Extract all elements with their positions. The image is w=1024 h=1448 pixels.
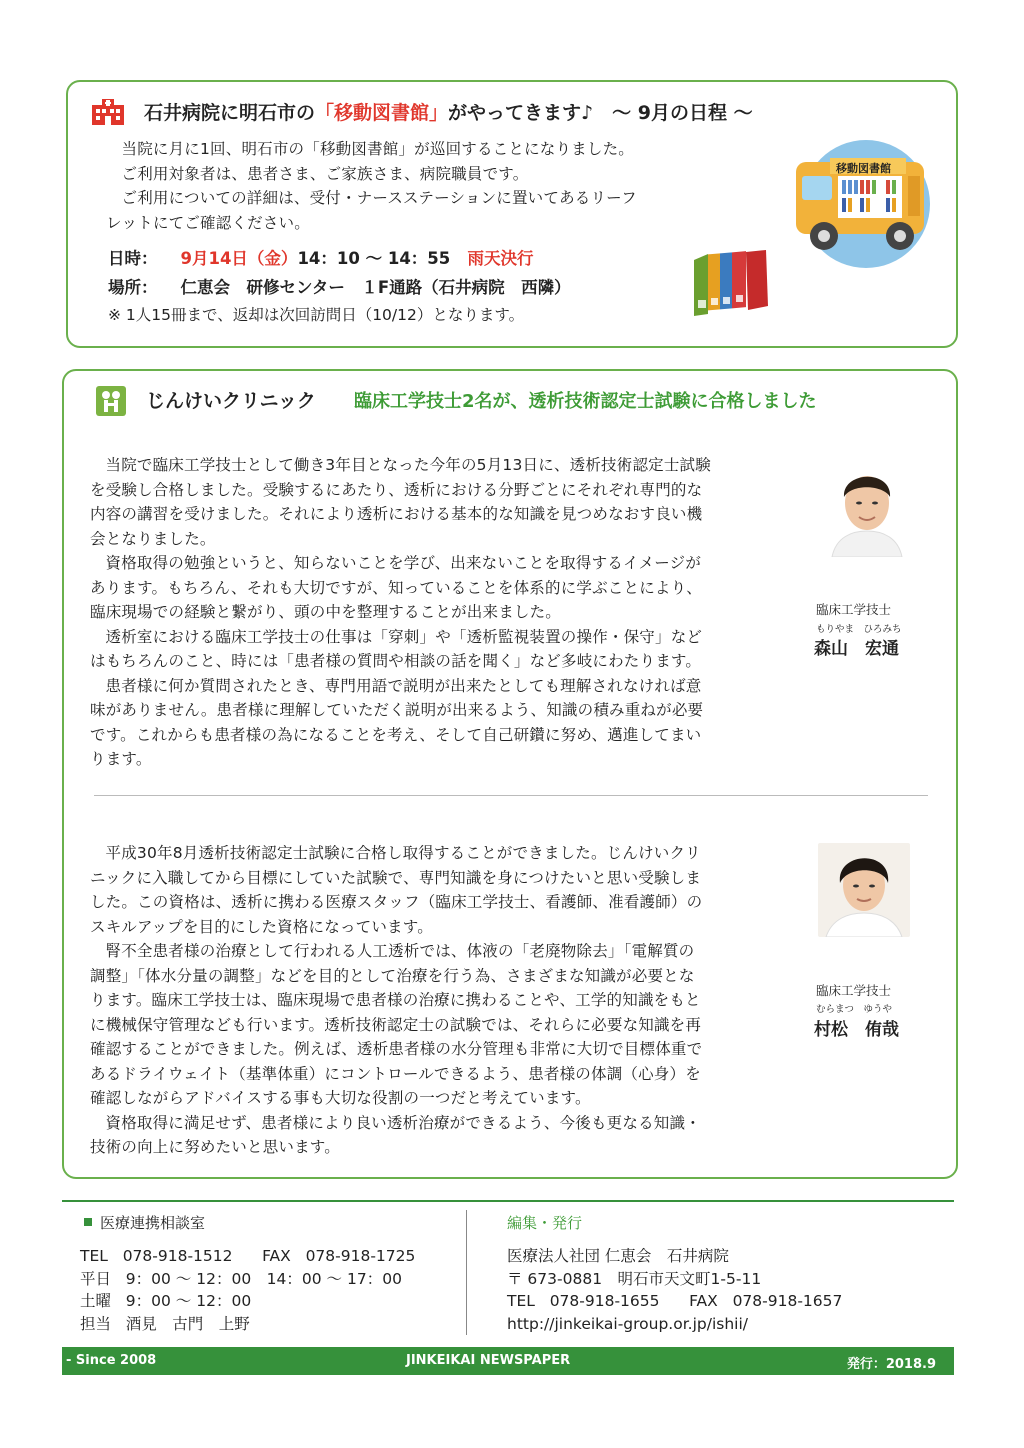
footer-issue: 発行：2018.9 — [846, 1357, 936, 1372]
clinic-headline: 臨床工学技士2名が、透析技術認定士試験に合格しました — [354, 391, 817, 412]
contact-divider — [466, 1210, 467, 1335]
clinic-name: じんけいクリニック — [146, 390, 316, 412]
footer-paper-name: JINKEIKAI NEWSPAPER — [406, 1353, 571, 1368]
library-title-highlight: 「移動図書館」 — [315, 102, 449, 124]
article-2: 平成30年8月透析技術認定士試験に合格し取得することができました。じんけいクリ ニックに入職してから目標にしていた試験で、専門知識を身につけたいと思い受験しま した。この資格は、透析に携わる医療スタッフ（臨床工学技士、看護師、准看護師）の スキルアップを目的にした資格になっています。 腎不全患者様の治療として行われる人工透析では、体液の「老廃物除去」「電解質の 調整」「体水分量の調整」などを目的として治療を行う為、さまざまな知識が必要とな ります。臨床工学技士は、臨床現場で患者様の治療に携わることや、工学的知識をもと に機械保守管理なども行います。透析技術認定士の試験では、それらに必要な知識を再 確認することができました。例えば、透析患者様の水分管理も非常に大切で目標体重で あるドライウェイト（基準体重）にコントロールできるよう、患者様の体調（心身）を 確認しながらアドバイスする事も大切な役割の一つだと考えています。 資格取得に満足せず、患者様により良い透析治療ができるよう、今後も更なる知識・ 技術の向上に努めたいと思います。 — [90, 844, 703, 1156]
person-1-photo — [822, 457, 912, 557]
library-title: 石井病院に明石市の「移動図書館」がやってきます♪ ～ 9月の日程 ～ — [144, 102, 753, 124]
contact-right-title: 編集・発行 — [507, 1214, 583, 1232]
books-illustration — [690, 250, 772, 318]
footer-bar — [62, 1347, 954, 1375]
bus-sign: 移動図書館 — [836, 162, 891, 175]
website-link[interactable]: http://jinkeikai-group.or.jp/ishii/ — [507, 1314, 748, 1333]
footer-since: - Since 2008 — [66, 1353, 157, 1368]
rain-note: 雨天決行 — [467, 249, 534, 268]
person-2-photo — [818, 843, 910, 937]
article-1: 当院で臨床工学技士として働き3年目となった今年の5月13日に、透析技術認定士試験 を受験し合格しました。受験するにあたり、透析における分野ごとにそれぞれ専門的な 内容の講習を受けました。それにより透析における基本的な知識を見つめなおす良い機 会となりました。 資格取得の勉強というと、知らないことを学び、出来ないことを取得するイメージが あります。もちろん、それも大切ですが、知っていることを体系的に学ぶことにより、 臨床現場での経験と繋がり、頭の中を整理することが出来ました。 透析室における臨床工学技士の仕事は「穿刺」や「透析監視装置の操作・保守」など はもちろんのこと、時には「患者様の質問や相談の話を聞く」など多岐にわたります。 患者様に何か質問されたとき、専門用語で説明が出来たとしても理解されなければ意 味がありません。患者様に理解していただく説明が出来るよう、知識の積み重ねが必要 です。これからも患者様の為になることを考え、そして自己研鑽に努め、邁進してまい ります。 — [90, 456, 711, 768]
person-1-name: 森山 宏通 — [814, 639, 899, 659]
hospital-icon — [92, 99, 124, 125]
section-divider — [94, 795, 928, 796]
library-section — [66, 80, 958, 348]
clinic-section — [62, 369, 958, 1179]
person-2-furigana: むらまつ ゆうや — [816, 1004, 893, 1015]
person-2-role: 臨床工学技士 — [816, 983, 892, 998]
clinic-icon — [96, 386, 126, 416]
library-date-row: 日時： 9月14日（金）14：10 ～ 14：55 雨天決行 — [108, 249, 534, 268]
person-1-furigana: もりやま ひろみち — [816, 624, 902, 635]
library-intro: 当院に月に1回、明石市の「移動図書館」が巡回することになりました。 ご利用対象者は、患者さま、ご家族さま、病院職員です。 ご利用についての詳細は、受付・ナースステーションに置いてあるリーフ レットにてご確認ください。 — [106, 140, 637, 232]
person-1-role: 臨床工学技士 — [816, 602, 892, 617]
contact-left-block: TEL 078-918-1512 FAX 078-918-1725 平日 9：00 ～ 12：00 14：00 ～ 17：00 土曜 9：00 ～ 12：00 担当 酒見 古門 上野 — [80, 1247, 416, 1333]
contact-left-title: 医療連携相談室 — [84, 1212, 205, 1235]
library-note: ※ 1人15冊まで、返却は次回訪問日（10/12）となります。 — [108, 306, 525, 324]
library-place-row: 場所： 仁恵会 研修センター １F通路（石井病院 西隣） — [108, 278, 571, 297]
square-bullet-icon — [84, 1218, 92, 1226]
person-2-name: 村松 侑哉 — [814, 1020, 899, 1040]
contact-right-block: 医療法人社団 仁恵会 石井病院 〒 673-0881 明石市天文町1-5-11 TEL 078-918-1655 FAX 078-918-1657 http://jinkeikai-group.or.jp/ishii/ — [507, 1245, 842, 1335]
contact-top-rule — [62, 1200, 954, 1202]
